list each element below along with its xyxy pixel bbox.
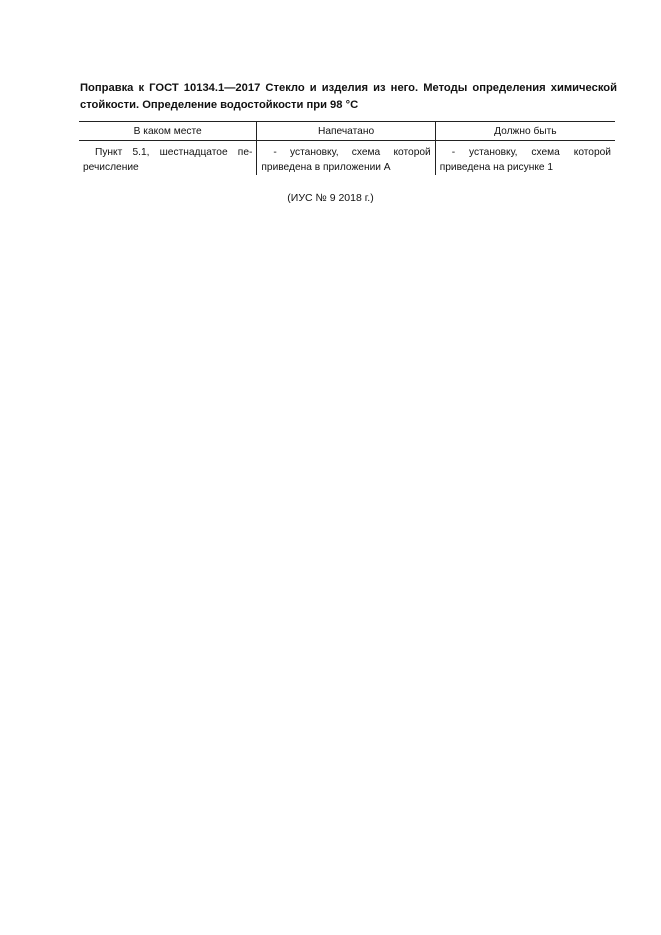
cell-printed-line-2: приведена в приложении А [261, 161, 391, 173]
title-line-1: Поправка к ГОСТ 10134.1—2017 Стекло и изделия из него. Методы определения химической [80, 82, 617, 94]
table-row [79, 141, 615, 176]
cell-should-be-line-1: - установку, схема которой [451, 147, 611, 158]
cell-should-be [435, 141, 615, 176]
cell-where-line-2: речисление [83, 161, 139, 173]
correction-title [80, 80, 617, 114]
cell-where-line-1: Пункт 5.1, шестнадцатое пе- [95, 147, 253, 158]
cell-where [79, 141, 257, 176]
header-where: В каком месте [79, 122, 257, 141]
cell-should-be-line-2: приведена на рисунке 1 [439, 161, 554, 173]
header-printed: Напечатано [257, 122, 435, 141]
cell-printed-line-1: - установку, схема которой [273, 147, 431, 158]
title-line-2: стойкости. Определение водостойкости при 98 °С [80, 99, 359, 111]
correction-table [79, 121, 615, 175]
header-should-be: Должно быть [435, 122, 615, 141]
cell-printed [257, 141, 435, 176]
source-citation: (ИУС № 9 2018 г.) [287, 192, 374, 204]
table-header-row [79, 122, 615, 141]
